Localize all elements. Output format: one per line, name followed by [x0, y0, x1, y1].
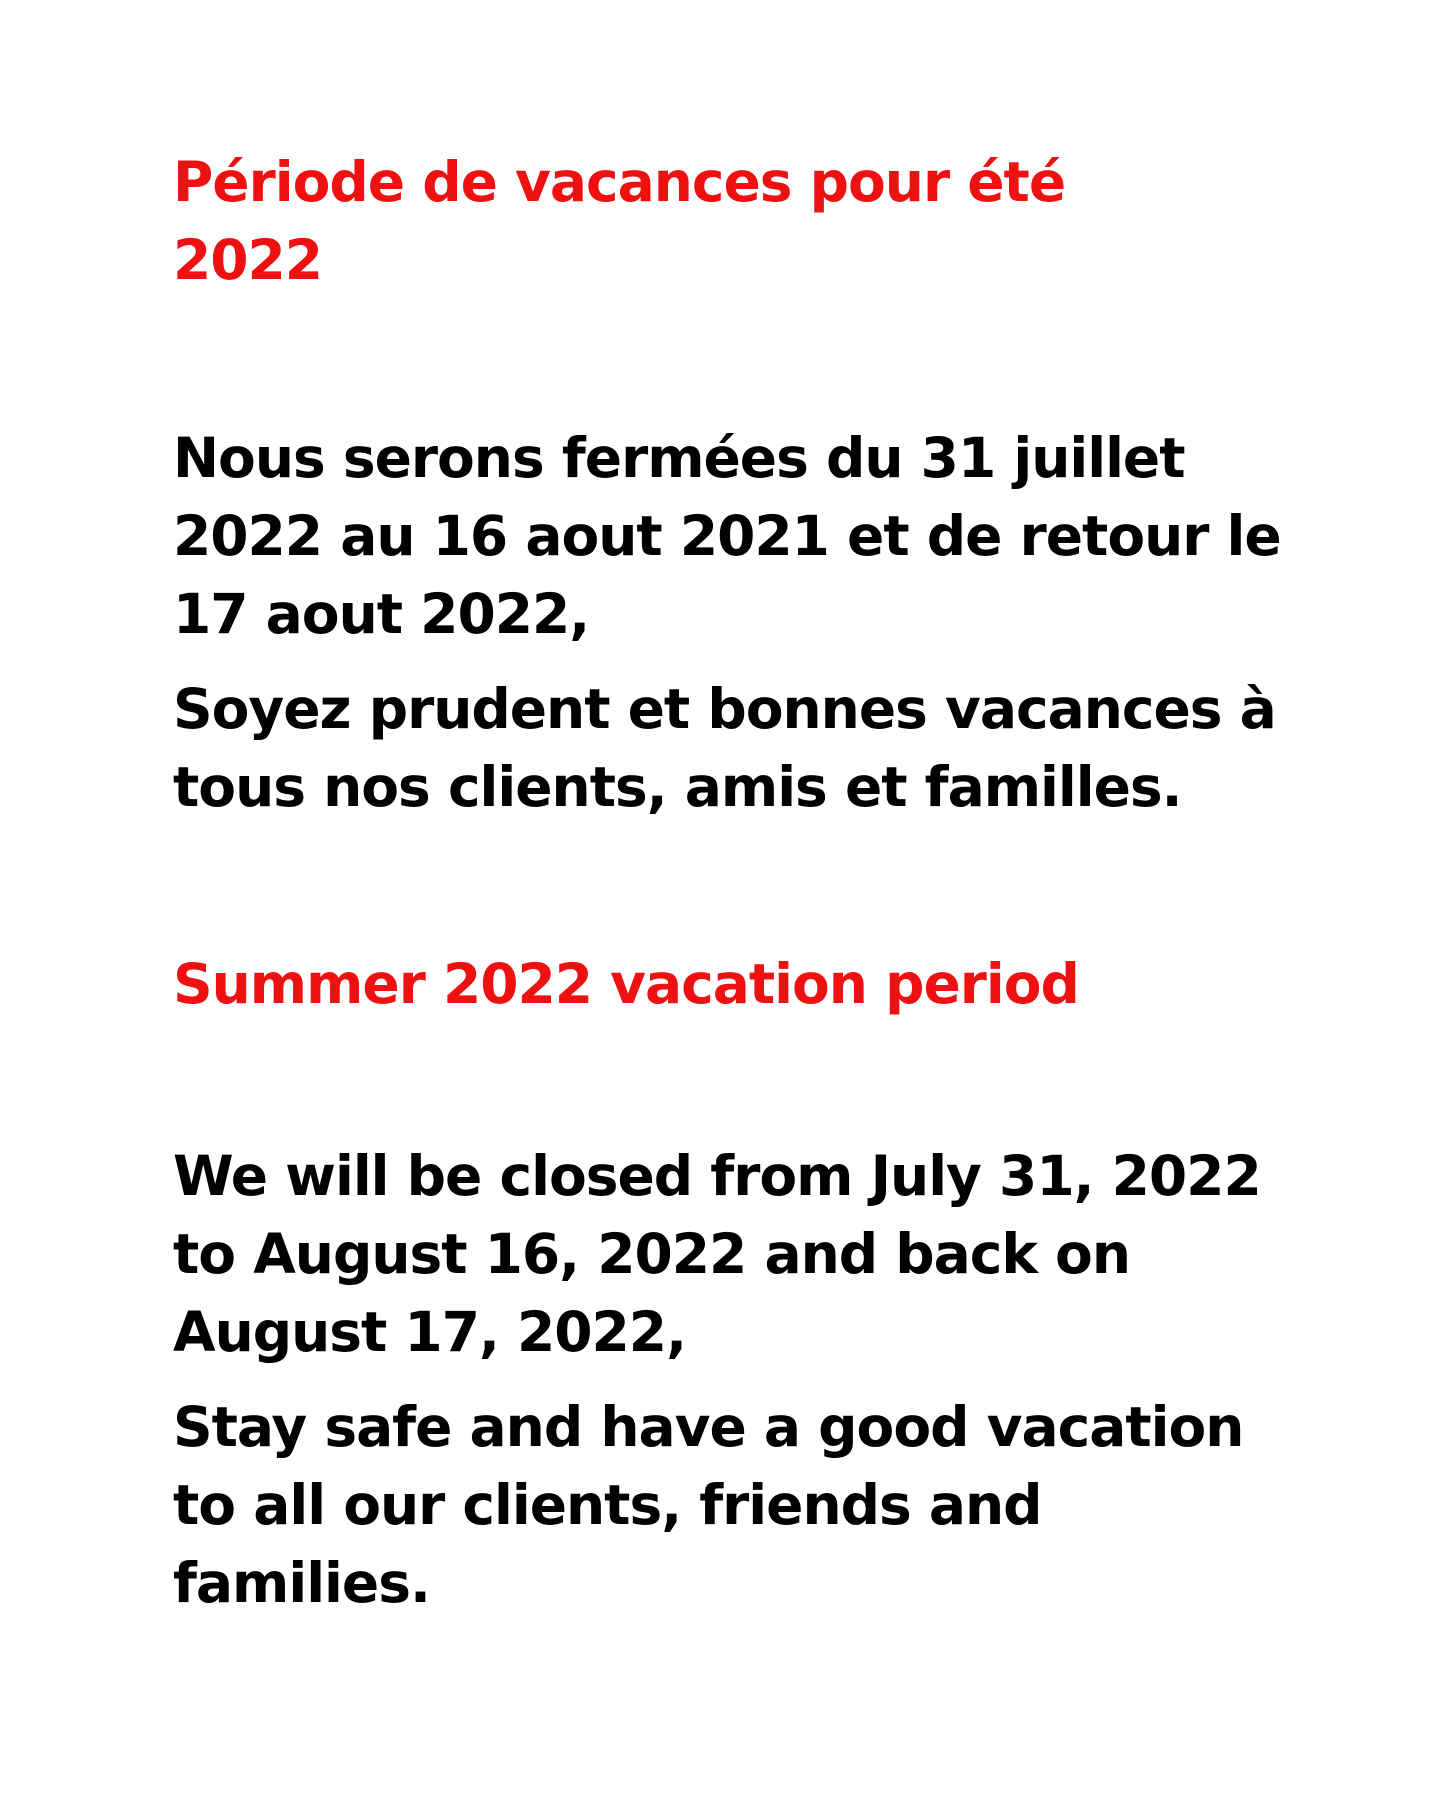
english-heading-line: Summer 2022 vacation period [173, 952, 1079, 1016]
french-heading-line: 2022 [173, 228, 323, 292]
english-closure-line: We will be closed from July 31, 2022 [173, 1144, 1261, 1208]
english-closure-line: to August 16, 2022 and back on [173, 1222, 1130, 1286]
french-closure-paragraph [173, 419, 1373, 653]
english-heading [173, 945, 1373, 1023]
french-wish-line: Soyez prudent et bonnes vacances à [173, 677, 1276, 741]
french-heading-line: Période de vacances pour été [173, 150, 1066, 214]
english-wish-line: to all our clients, friends and [173, 1473, 1042, 1537]
english-wish-line: Stay safe and have a good vacation [173, 1395, 1244, 1459]
english-wish-paragraph [173, 1388, 1373, 1622]
english-closure-line: August 17, 2022, [173, 1300, 686, 1364]
french-closure-line: 17 aout 2022, [173, 582, 590, 646]
french-wish-line: tous nos clients, amis et familles. [173, 755, 1182, 819]
french-wish-paragraph [173, 670, 1373, 826]
english-closure-paragraph [173, 1137, 1373, 1371]
french-closure-line: 2022 au 16 aout 2021 et de retour le [173, 504, 1281, 568]
french-heading [173, 143, 1373, 299]
english-wish-line: families. [173, 1551, 430, 1615]
french-closure-line: Nous serons fermées du 31 juillet [173, 426, 1185, 490]
